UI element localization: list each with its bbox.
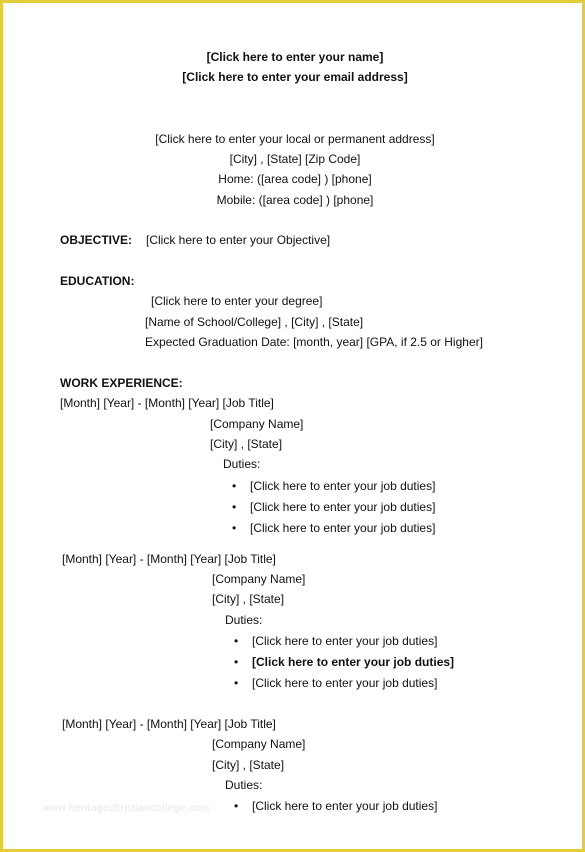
- bullet-icon: •: [232, 479, 237, 493]
- bullet-icon: •: [232, 521, 237, 535]
- job-dates-title[interactable]: [Month] [Year] - [Month] [Year] [Job Title]: [62, 717, 276, 731]
- objective-label: OBJECTIVE:: [60, 233, 133, 247]
- job-duty[interactable]: [Click here to enter your job duties]: [252, 799, 438, 813]
- home-phone-field[interactable]: Home: ([area code] ) [phone]: [218, 172, 372, 186]
- work-experience-label: WORK EXPERIENCE:: [60, 376, 183, 390]
- school-field[interactable]: [Name of School/College] , [City] , [State]: [145, 315, 364, 329]
- name-field[interactable]: [Click here to enter your name]: [206, 50, 384, 64]
- job-duties-label: Duties:: [225, 613, 263, 627]
- job-duty[interactable]: [Click here to enter your job duties]: [252, 634, 438, 648]
- graduation-field[interactable]: Expected Graduation Date: [month, year] [GPA, if 2.5 or Higher]: [145, 335, 483, 349]
- job-dates-title[interactable]: [Month] [Year] - [Month] [Year] [Job Title]: [62, 552, 276, 566]
- job-duty[interactable]: [Click here to enter your job duties]: [252, 676, 438, 690]
- job-company[interactable]: [Company Name]: [212, 737, 306, 751]
- degree-field[interactable]: [Click here to enter your degree]: [151, 294, 323, 308]
- job-duty[interactable]: [Click here to enter your job duties]: [250, 500, 436, 514]
- bullet-icon: •: [234, 676, 239, 690]
- watermark: www.heritagechristiancollege.com: [43, 803, 210, 814]
- education-label: EDUCATION:: [60, 274, 135, 288]
- email-field[interactable]: [Click here to enter your email address]: [182, 70, 408, 84]
- job-duty[interactable]: [Click here to enter your job duties]: [250, 479, 436, 493]
- job-duties-label: Duties:: [223, 457, 261, 471]
- bullet-icon: •: [234, 799, 239, 813]
- job-city-state[interactable]: [City] , [State]: [212, 592, 285, 606]
- bullet-icon: •: [234, 634, 239, 648]
- job-company[interactable]: [Company Name]: [212, 572, 306, 586]
- job-city-state[interactable]: [City] , [State]: [210, 437, 283, 451]
- job-duty[interactable]: [Click here to enter your job duties]: [250, 521, 436, 535]
- address-field[interactable]: [Click here to enter your local or permanent address]: [155, 132, 435, 146]
- city-state-zip-field[interactable]: [City] , [State] [Zip Code]: [229, 152, 361, 166]
- job-duties-label: Duties:: [225, 778, 263, 792]
- job-company[interactable]: [Company Name]: [210, 417, 304, 431]
- job-city-state[interactable]: [City] , [State]: [212, 758, 285, 772]
- job-duty[interactable]: [Click here to enter your job duties]: [252, 655, 455, 669]
- bullet-icon: •: [234, 655, 239, 669]
- job-dates-title[interactable]: [Month] [Year] - [Month] [Year] [Job Title]: [60, 396, 274, 410]
- mobile-phone-field[interactable]: Mobile: ([area code] ) [phone]: [216, 193, 374, 207]
- bullet-icon: •: [232, 500, 237, 514]
- objective-field[interactable]: [Click here to enter your Objective]: [146, 233, 331, 247]
